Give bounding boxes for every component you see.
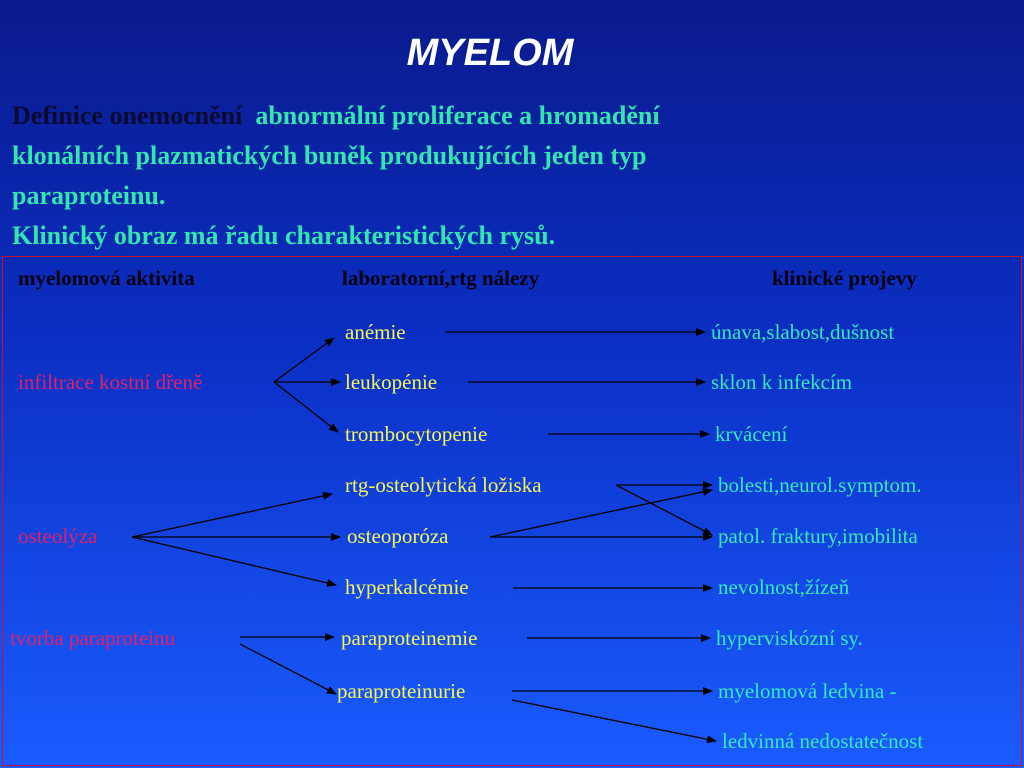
activity-infiltration: infiltrace kostní dřeně	[18, 370, 203, 394]
clinical-hyperviscosity: hyperviskózní sy.	[716, 626, 863, 650]
header-activity: myelomová aktivita	[18, 266, 195, 290]
clinical-nausea: nevolnost,žízeň	[718, 575, 850, 599]
header-clinical: klinické projevy	[772, 266, 917, 290]
definition-line-2: klonálních plazmatických buněk produkujících jeden typ	[12, 141, 647, 170]
clinical-renal-failure: ledvinná nedostatečnost	[722, 729, 924, 753]
slide-title: MYELOM	[406, 32, 574, 74]
arrow-paraprotein-paraproteinuria	[240, 644, 336, 694]
lab-osteoporosis: osteoporóza	[347, 524, 449, 548]
activity-osteolysis: osteolýza	[18, 524, 98, 548]
activity-paraprotein: tvorba paraproteinu	[10, 626, 176, 650]
arrow-infiltration-thrombocytopenia	[274, 382, 338, 432]
clinical-fractures: patol. fraktury,imobilita	[718, 524, 918, 548]
clinical-pain: bolesti,neurol.symptom.	[718, 473, 922, 497]
definition-text-1: abnormální proliferace a hromadění	[255, 101, 660, 130]
lab-osteolytic-foci: rtg-osteolytická ložiska	[345, 473, 542, 497]
definition-line-4: Klinický obraz má řadu charakteristických rysů.	[12, 221, 556, 250]
clinical-myeloma-kidney: myelomová ledvina -	[718, 679, 897, 703]
arrow-osteolysis-osteolytic	[132, 494, 332, 537]
clinical-bleeding: krvácení	[715, 422, 788, 446]
header-lab: laboratorní,rtg nálezy	[342, 266, 540, 290]
lab-hypercalcemia: hyperkalcémie	[345, 575, 469, 599]
clinical-infections: sklon k infekcím	[711, 370, 853, 394]
clinical-fatigue: únava,slabost,dušnost	[711, 320, 895, 344]
arrow-paraproteinuria-renal-failure	[512, 700, 716, 741]
lab-paraproteinemia: paraproteinemie	[341, 626, 478, 650]
arrow-infiltration-anemia	[274, 338, 334, 382]
lab-anemia: anémie	[345, 320, 406, 344]
lab-paraproteinuria: paraproteinurie	[337, 679, 466, 703]
arrow-osteolysis-hypercalcemia	[132, 537, 336, 585]
lab-leukopenia: leukopénie	[345, 370, 438, 394]
lab-thrombocytopenia: trombocytopenie	[345, 422, 488, 446]
definition-label: Definice onemocnění	[12, 101, 243, 130]
definition-line-3: paraproteinu.	[12, 181, 166, 210]
arrow-osteoporosis-pain	[490, 490, 712, 537]
